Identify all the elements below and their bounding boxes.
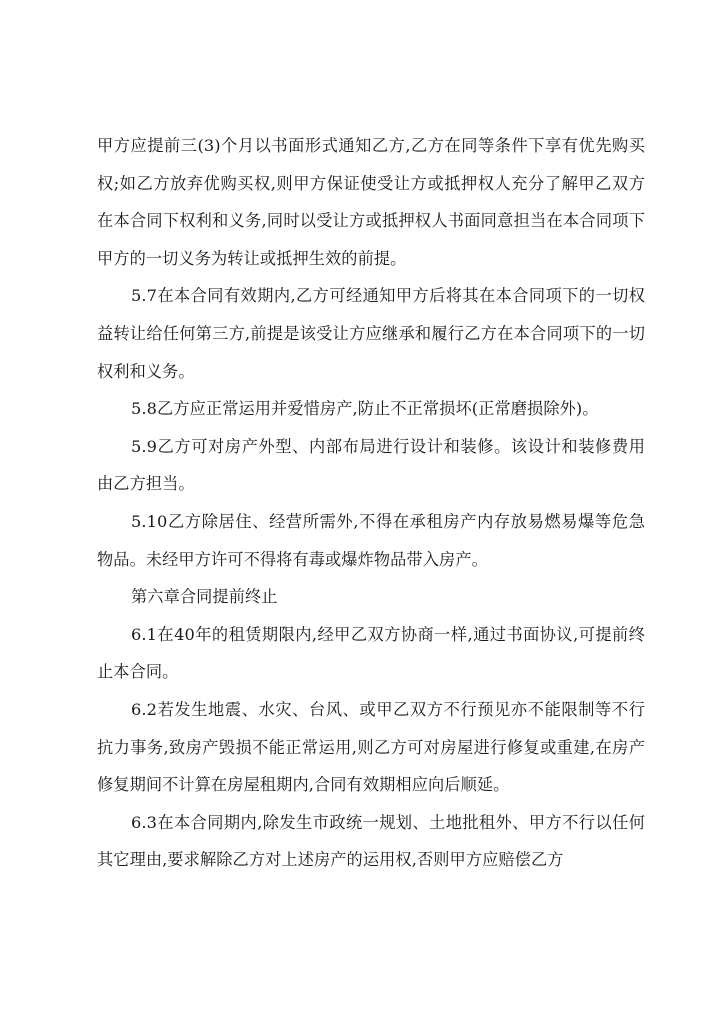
- paragraph-5-9: 5.9乙方可对房产外型、内部布局进行设计和装修。该设计和装修费用由乙方担当。: [97, 436, 645, 494]
- paragraph-5-8: 5.8乙方应正常运用并爱惜房产,防止不正常损坏(正常磨损除外)。: [131, 399, 599, 419]
- paragraph-6-2: 6.2若发生地震、水灾、台风、或甲乙双方不行预见亦不能限制等不行抗力事务,致房产毁损不能正常运用,则乙方可对房屋进行修复或重建,在房产修复期间不计算在房屋租期内,合同有效期相应向后顺延。: [97, 699, 645, 795]
- chapter-6-heading: 第六章合同提前终止: [131, 587, 278, 607]
- paragraph-5-7: 5.7在本合同有效期内,乙方可经通知甲方后将其在本合同项下的一切权益转让给任何第三方,前提是该受让方应继承和履行乙方在本合同项下的一切权利和义务。: [97, 286, 645, 381]
- paragraph-6-3: 6.3在本合同期内,除发生市政统一规划、土地批租外、甲方不行以任何其它理由,要求解除乙方对上述房产的运用权,否则甲方应赔偿乙方: [97, 812, 645, 870]
- paragraph-5-10: 5.10乙方除居住、经营所需外,不得在承租房产内存放易燃易爆等危急物品。未经甲方许可不得将有毒或爆炸物品带入房产。: [97, 511, 645, 569]
- paragraph-6-1: 6.1在40年的租赁期限内,经甲乙双方协商一样,通过书面协议,可提前终止本合同。: [97, 624, 645, 682]
- document-body: [97, 127, 645, 879]
- paragraph-continuation: 甲方应提前三(3)个月以书面形式通知乙方,乙方在同等条件下享有优先购买权;如乙方放弃优购买权,则甲方保证使受让方或抵押权人充分了解甲乙双方在本合同下权利和义务,同时以受让方或抵押权人书面同意担当在本合同项下甲方的一切义务为转让或抵押生效的前提。: [97, 136, 645, 268]
